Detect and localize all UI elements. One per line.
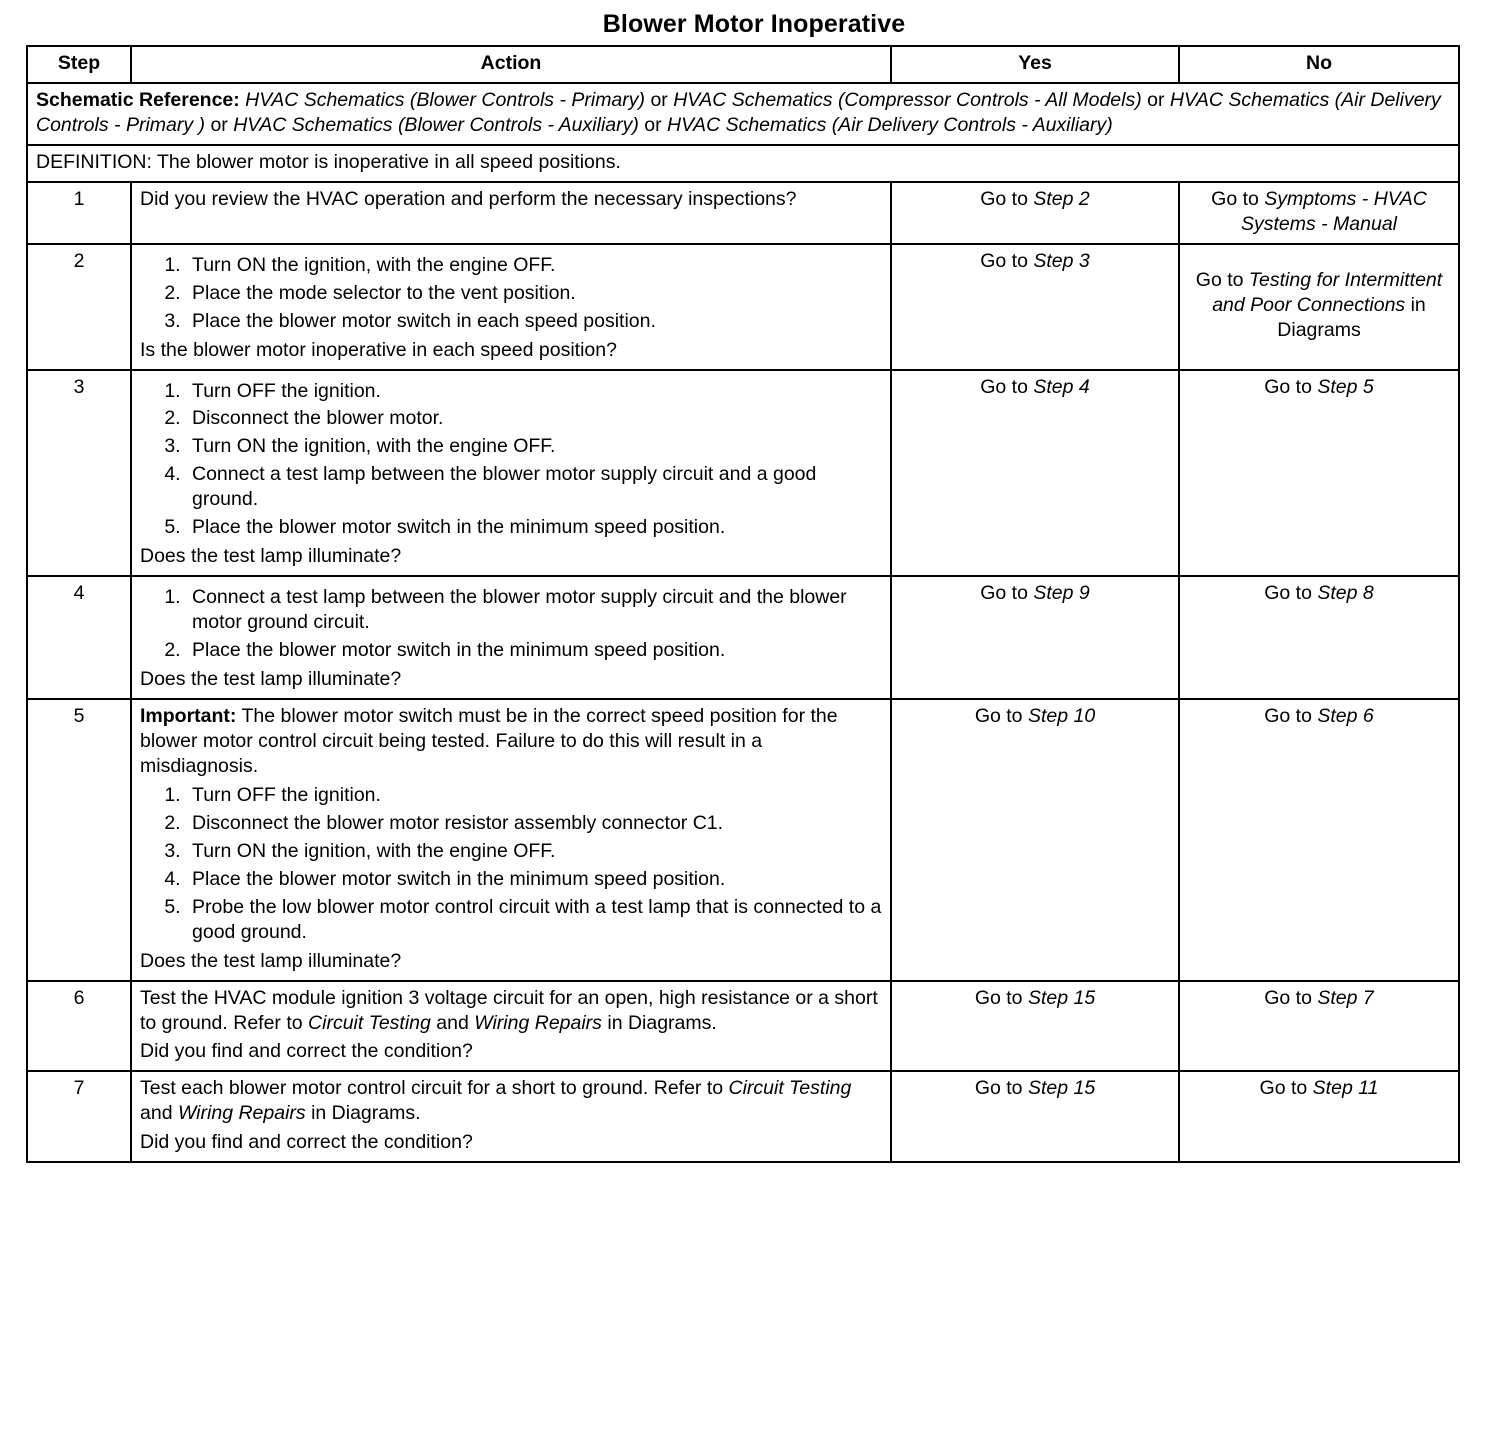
no-target: Step 7 xyxy=(1317,986,1374,1009)
action-cell xyxy=(131,182,891,244)
schematic-reference-cell xyxy=(27,83,1459,145)
instruction-ref-2: Wiring Repairs xyxy=(474,1011,602,1034)
schematic-reference-label: Schematic Reference: xyxy=(36,88,240,111)
action-question: Is the blower motor inoperative in each speed position? xyxy=(140,338,617,361)
schematic-reference-text-3: HVAC Schematics (Air Delivery Controls - Primary ) xyxy=(36,88,1441,136)
schematic-reference-text-1: HVAC Schematics (Blower Controls - Primary) xyxy=(239,88,646,111)
action-cell xyxy=(131,1071,891,1162)
action-question: Did you find and correct the condition? xyxy=(140,1040,473,1063)
action-question: Does the test lamp illuminate? xyxy=(140,668,402,691)
action-cell xyxy=(131,370,891,577)
no-target: Symptoms - HVAC Systems - Manual xyxy=(1240,187,1427,235)
list-item: 3. Turn ON the ignition, with the engine OFF. xyxy=(186,434,882,459)
yes-prefix: Go to xyxy=(980,375,1034,398)
instruction-part-1: Test the HVAC module ignition 3 voltage circuit for an open, high resistance or a short to ground. Refer to xyxy=(140,986,878,1034)
no-target: Step 11 xyxy=(1312,1077,1379,1100)
instruction-part-2: and xyxy=(140,1102,178,1125)
yes-target: Step 10 xyxy=(1027,705,1096,728)
yes-prefix: Go to xyxy=(980,187,1034,210)
action-step-list xyxy=(140,253,882,334)
step-number: 1 xyxy=(27,182,131,244)
yes-prefix: Go to xyxy=(974,705,1028,728)
instruction-part-3: in Diagrams. xyxy=(305,1102,421,1125)
action-question: Does the test lamp illuminate? xyxy=(140,545,402,568)
table-row xyxy=(27,244,1459,370)
list-item: 5. Place the blower motor switch in the minimum speed position. xyxy=(186,515,882,540)
column-header-action: Action xyxy=(131,46,891,83)
list-item: 1. Turn OFF the ignition. xyxy=(186,379,882,404)
no-cell xyxy=(1179,182,1459,244)
no-cell xyxy=(1179,576,1459,699)
no-prefix: Go to xyxy=(1264,705,1318,728)
yes-cell xyxy=(891,182,1179,244)
action-instruction xyxy=(140,1076,882,1126)
table-row xyxy=(27,699,1459,981)
action-cell xyxy=(131,244,891,370)
yes-cell xyxy=(891,576,1179,699)
yes-prefix: Go to xyxy=(974,1077,1028,1100)
list-item: 2. Place the mode selector to the vent position. xyxy=(186,281,882,306)
yes-cell xyxy=(891,699,1179,981)
yes-cell xyxy=(891,1071,1179,1162)
list-item: 2. Disconnect the blower motor resistor assembly connector C1. xyxy=(186,811,882,836)
no-cell xyxy=(1179,370,1459,577)
list-item: 2. Disconnect the blower motor. xyxy=(186,406,882,431)
column-header-step: Step xyxy=(27,46,131,83)
no-cell xyxy=(1179,981,1459,1072)
instruction-ref-1: Circuit Testing xyxy=(308,1011,431,1034)
schematic-reference-row xyxy=(27,83,1459,145)
list-item: 1. Turn OFF the ignition. xyxy=(186,783,882,808)
list-item: 2. Place the blower motor switch in the minimum speed position. xyxy=(186,638,882,663)
yes-cell xyxy=(891,370,1179,577)
no-prefix: Go to xyxy=(1264,375,1318,398)
table-row xyxy=(27,576,1459,699)
table-row xyxy=(27,981,1459,1072)
no-prefix: Go to xyxy=(1264,582,1318,605)
no-suffix: in Diagrams xyxy=(1277,294,1426,342)
instruction-part-2: and xyxy=(430,1011,475,1034)
list-item: 3. Place the blower motor switch in each speed position. xyxy=(186,309,882,334)
yes-prefix: Go to xyxy=(980,249,1034,272)
no-cell xyxy=(1179,699,1459,981)
action-cell xyxy=(131,981,891,1072)
no-target: Step 8 xyxy=(1317,582,1374,605)
column-header-yes: Yes xyxy=(891,46,1179,83)
yes-target: Step 15 xyxy=(1027,1077,1096,1100)
definition-cell: DEFINITION: The blower motor is inoperative in all speed positions. xyxy=(27,145,1459,182)
yes-target: Step 3 xyxy=(1033,249,1090,272)
yes-target: Step 9 xyxy=(1033,582,1090,605)
step-number: 4 xyxy=(27,576,131,699)
schematic-reference-text-4: HVAC Schematics (Blower Controls - Auxiliary) xyxy=(233,113,639,136)
list-item: 1. Turn ON the ignition, with the engine OFF. xyxy=(186,253,882,278)
step-number: 3 xyxy=(27,370,131,577)
action-question: Does the test lamp illuminate? xyxy=(140,949,402,972)
table-row xyxy=(27,1071,1459,1162)
list-item: 3. Turn ON the ignition, with the engine OFF. xyxy=(186,839,882,864)
yes-cell xyxy=(891,981,1179,1072)
step-number: 7 xyxy=(27,1071,131,1162)
no-target: Step 6 xyxy=(1317,705,1374,728)
instruction-part-3: in Diagrams. xyxy=(601,1011,717,1034)
step-number: 5 xyxy=(27,699,131,981)
yes-cell xyxy=(891,244,1179,370)
definition-row xyxy=(27,145,1459,182)
yes-prefix: Go to xyxy=(974,986,1028,1009)
table-row xyxy=(27,182,1459,244)
action-step-list xyxy=(140,379,882,541)
action-step-list xyxy=(140,585,882,663)
schematic-reference-text-5: HVAC Schematics (Air Delivery Controls - Auxiliary) xyxy=(667,113,1113,136)
schematic-or-1: or xyxy=(645,88,674,111)
no-target: Step 5 xyxy=(1317,375,1374,398)
table-header xyxy=(27,46,1459,83)
schematic-or-4: or xyxy=(638,113,668,136)
no-prefix: Go to xyxy=(1211,187,1265,210)
yes-target: Step 15 xyxy=(1027,986,1096,1009)
yes-target: Step 4 xyxy=(1033,375,1090,398)
step-number: 2 xyxy=(27,244,131,370)
no-cell xyxy=(1179,244,1459,370)
schematic-reference-text-2: HVAC Schematics (Compressor Controls - All Models) xyxy=(673,88,1142,111)
no-cell xyxy=(1179,1071,1459,1162)
action-cell xyxy=(131,576,891,699)
important-label: Important: xyxy=(140,705,237,728)
no-target: Testing for Intermittent and Poor Connections xyxy=(1212,269,1443,317)
instruction-part-1: Test each blower motor control circuit for a short to ground. Refer to xyxy=(140,1077,729,1100)
instruction-ref-1: Circuit Testing xyxy=(728,1077,852,1100)
list-item: 5. Probe the low blower motor control circuit with a test lamp that is connected to a good ground. xyxy=(186,895,882,945)
column-header-no: No xyxy=(1179,46,1459,83)
list-item: 4. Connect a test lamp between the blower motor supply circuit and a good ground. xyxy=(186,462,882,512)
diagnostic-flow-table xyxy=(26,45,1460,1163)
action-question: Did you review the HVAC operation and perform the necessary inspections? xyxy=(140,187,797,210)
action-instruction xyxy=(140,986,882,1036)
important-text: The blower motor switch must be in the correct speed position for the blower motor control circuit being tested. Failure to do this will result in a misdiagnosis. xyxy=(140,705,838,777)
action-cell xyxy=(131,699,891,981)
step-number: 6 xyxy=(27,981,131,1072)
page-title: Blower Motor Inoperative xyxy=(602,10,906,38)
no-prefix: Go to xyxy=(1259,1077,1313,1100)
no-prefix: Go to xyxy=(1264,986,1318,1009)
schematic-or-2: or xyxy=(1141,88,1170,111)
instruction-ref-2: Wiring Repairs xyxy=(177,1102,306,1125)
important-note xyxy=(140,704,882,779)
yes-prefix: Go to xyxy=(980,582,1034,605)
yes-target: Step 2 xyxy=(1033,187,1090,210)
schematic-or-3: or xyxy=(205,113,234,136)
no-prefix: Go to xyxy=(1195,269,1249,292)
action-step-list xyxy=(140,783,882,945)
table-row xyxy=(27,370,1459,577)
list-item: 1. Connect a test lamp between the blower motor supply circuit and the blower motor ground circuit. xyxy=(186,585,882,635)
action-question: Did you find and correct the condition? xyxy=(140,1131,473,1154)
list-item: 4. Place the blower motor switch in the minimum speed position. xyxy=(186,867,882,892)
